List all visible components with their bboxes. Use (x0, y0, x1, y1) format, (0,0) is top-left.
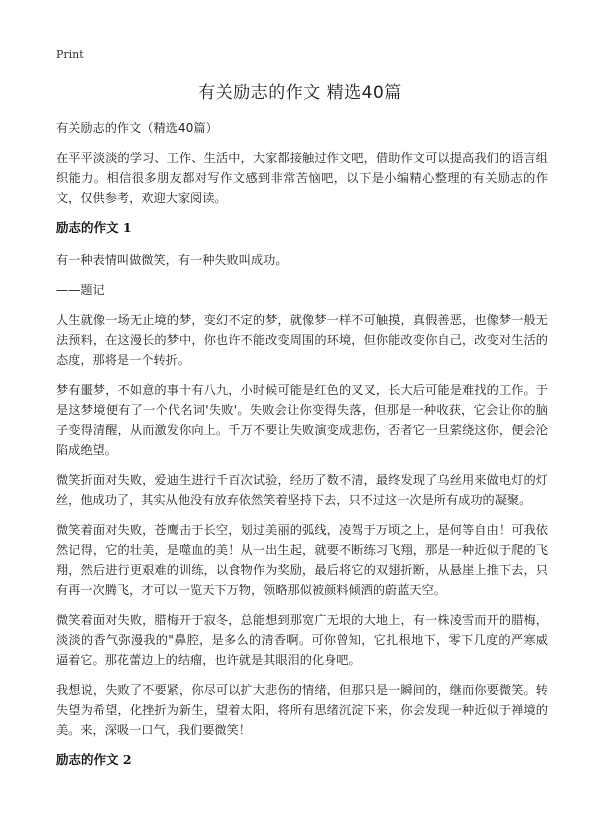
article-subtitle: 有关励志的作文（精选40篇） (56, 121, 218, 135)
intro-paragraph: 在平平淡淡的学习、工作、生活中，大家都接触过作文吧，借助作文可以提高我们的语言组织能力。相信很多朋友都对写作文感到非常苦恼吧，以下是小编精心整理的有关励志的作文，仅供参考，欢迎大家阅读。 (56, 151, 548, 205)
paragraph: 微笑着面对失败，苍鹰击于长空，划过美丽的弧线，凌驾于万顷之上，是何等自由！可我依然记得，它的壮美，是噬血的美！从一出生起，就要不断练习飞翔，那是一种近似于爬的飞翔，然后进行更艰难的训练，以食物作为奖励，最后将它的双翅折断，从悬崖上推下去，只有再一次腾飞，才可以一览天下万物，领略那似被颜料倾洒的蔚蓝天空。 (56, 523, 548, 597)
paragraph: 微笑折面对失败，爱迪生进行千百次试验，经历了数不清，最终发现了乌丝用来做电灯的灯丝，他成功了，其实从他没有放弃依然笑着坚持下去，只不过这一次是所有成功的凝聚。 (56, 473, 548, 507)
paragraph: 我想说，失败了不要紧，你尽可以扩大悲伤的情绪，但那只是一瞬间的，继而你要微笑。转失望为希望，化挫折为新生，望着太阳，将所有思绪沉淀下来，你会发现一种近似于禅境的美。来，深吸一口气，我们要微笑！ (56, 683, 548, 737)
paragraph: 人生就像一场无止境的梦，变幻不定的梦，就像梦一样不可触摸，真假善恶，也像梦一般无法预料，在这漫长的梦中，你也许不能改变周围的环境，但你能改变你自己，改变对生活的态度，那将是一个转折。 (56, 313, 548, 367)
section-heading-2: 励志的作文 2 (56, 752, 132, 767)
section-heading-1: 励志的作文 1 (56, 220, 132, 235)
page-title: 有关励志的作文 精选40篇 (198, 83, 402, 103)
article-body (56, 118, 548, 782)
paragraph: 微笑着面对失败，腊梅开于寂冬，总能想到那宽广无垠的大地上，有一株凌雪而开的腊梅，淡淡的香气弥漫我的"鼻腔，是多么的清香啊。可你曾知，它扎根地下，零下几度的严寒威逼着它。那花蕾边上的结瘤，也许就是其眼泪的化身吧。 (56, 613, 548, 667)
epigraph-label: ——题记 (56, 283, 105, 297)
paragraph: 梦有噩梦，不如意的事十有八九，小时候可能是红色的叉叉，长大后可能是难找的工作。于是这梦境便有了一个代名词'失败'。失败会让你变得失落，但那是一种收获，它会让你的脑子变得清醒，从而激发你向上。千万不要让失败演变成悲伤，否者它一旦萦绕这你，便会沦陷成绝望。 (56, 383, 548, 457)
print-link[interactable]: Print (56, 48, 84, 61)
paragraph: 有一种表情叫做微笑，有一种失败叫成功。 (56, 253, 288, 267)
